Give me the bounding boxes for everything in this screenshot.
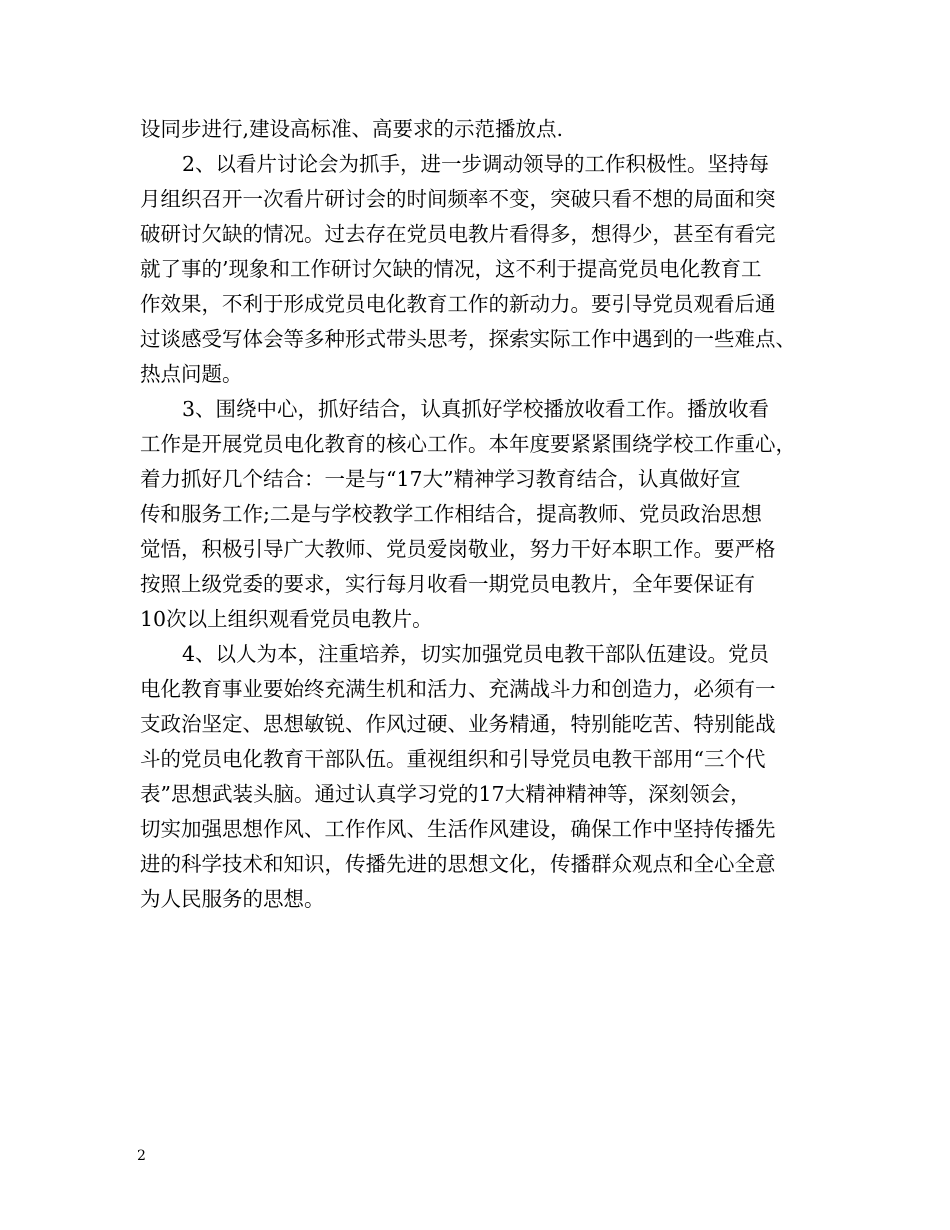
text-line: 过谈感受写体会等多种形式带头思考，探索实际工作中遇到的一些难点、 [140, 327, 796, 351]
page-number: 2 [137, 1148, 146, 1164]
document-body [140, 112, 820, 917]
text-line: 10次以上组织观看党员电教片。 [140, 607, 433, 631]
text-line: 作效果，不利于形成党员电化教育工作的新动力。要引导党员观看后通 [140, 292, 776, 316]
text-line: 着力抓好几个结合：一是与“17大”精神学习教育结合，认真做好宣 [140, 467, 741, 491]
text-line: 破研讨欠缺的情况。过去存在党员电教片看得多，想得少，甚至有看完 [140, 222, 776, 246]
text-line: 热点问题。 [140, 362, 243, 386]
text-line: 觉悟，积极引导广大教师、党员爱岗敬业，努力干好本职工作。要严格 [140, 537, 776, 561]
text-line: 按照上级党委的要求，实行每月收看一期党员电教片，全年要保证有 [140, 572, 755, 596]
paragraph-2-start: 2、以看片讨论会为抓手，进一步调动领导的工作积极性。坚持每 [182, 152, 770, 176]
paragraph-4-start: 4、以人为本，注重培养，切实加强党员电教干部队伍建设。党员 [182, 642, 770, 666]
paragraph-3-start: 3、围绕中心，抓好结合，认真抓好学校播放收看工作。播放收看 [182, 397, 770, 421]
text-line: 斗的党员电化教育干部队伍。重视组织和引导党员电教干部用“三个代 [140, 747, 766, 771]
text-line: 设同步进行,建设高标准、高要求的示范播放点. [140, 117, 564, 141]
text-line: 支政治坚定、思想敏锐、作风过硬、业务精通，特别能吃苦、特别能战 [140, 712, 776, 736]
text-line: 传和服务工作;二是与学校教学工作相结合，提高教师、党员政治思想 [140, 502, 762, 526]
text-line: 月组织召开一次看片研讨会的时间频率不变，突破只看不想的局面和突 [140, 187, 776, 211]
text-line: 工作是开展党员电化教育的核心工作。本年度要紧紧围绕学校工作重心， [140, 432, 796, 456]
text-line: 表”思想武装头脑。通过认真学习党的17大精神精神等，深刻领会， [140, 782, 751, 806]
text-line: 进的科学技术和知识，传播先进的思想文化，传播群众观点和全心全意 [140, 852, 776, 876]
text-line: 电化教育事业要始终充满生机和活力、充满战斗力和创造力，必须有一 [140, 677, 776, 701]
text-line: 就了事的’现象和工作研讨欠缺的情况，这不利于提高党员电化教育工 [140, 257, 762, 281]
text-line: 切实加强思想作风、工作作风、生活作风建设，确保工作中坚持传播先 [140, 817, 776, 841]
text-line: 为人民服务的思想。 [140, 887, 325, 911]
